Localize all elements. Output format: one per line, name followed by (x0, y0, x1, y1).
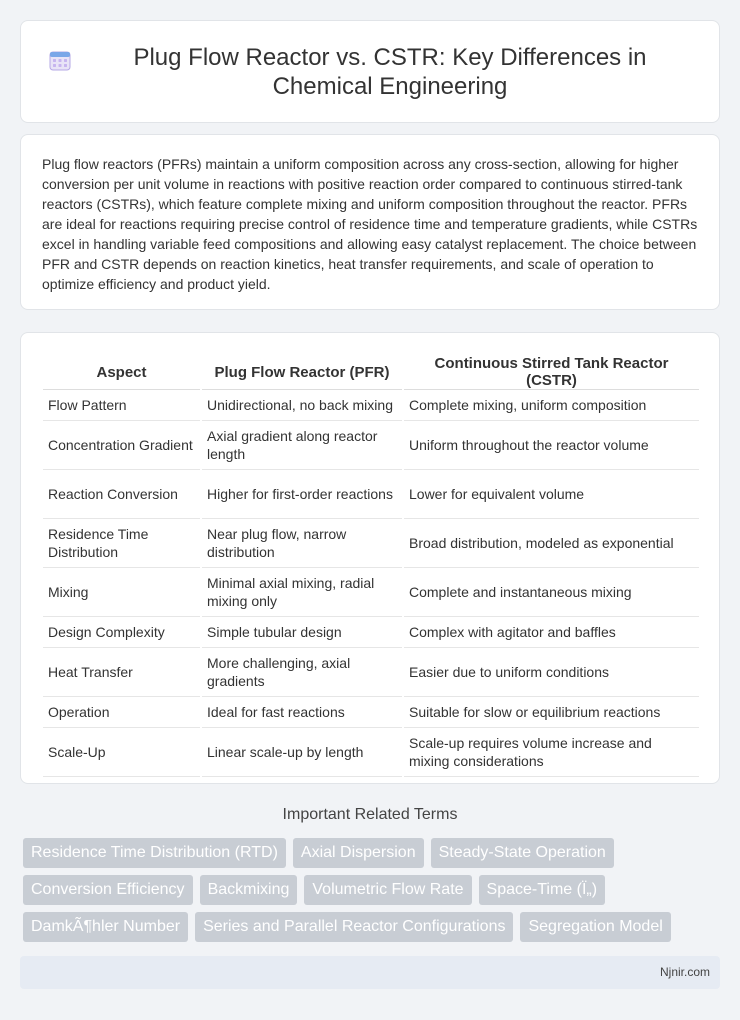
table-cell: Higher for first-order reactions (201, 470, 403, 519)
table-cell: Heat Transfer (43, 648, 201, 697)
table-cell: Scale-Up (43, 728, 201, 777)
term-tag[interactable]: Space-Time (Ï„) (479, 875, 606, 905)
table-row (43, 617, 699, 648)
table-cell: Scale-up requires volume increase and mixing considerations (403, 728, 699, 777)
table-cell: Operation (43, 697, 201, 728)
term-tag[interactable]: Backmixing (200, 875, 298, 905)
table-cell: Linear scale-up by length (201, 728, 403, 777)
term-tag[interactable]: Axial Dispersion (293, 838, 424, 868)
column-header-cstr: Continuous Stirred Tank Reactor (CSTR) (403, 355, 699, 390)
page-title: Plug Flow Reactor vs. CSTR: Key Differences in Chemical Engineering (133, 44, 647, 100)
table-cell: Uniform throughout the reactor volume (403, 421, 699, 470)
table-cell: Axial gradient along reactor length (201, 421, 403, 470)
table-cell: Concentration Gradient (43, 421, 201, 470)
table-cell: More challenging, axial gradients (201, 648, 403, 697)
table-cell: Unidirectional, no back mixing (201, 390, 403, 421)
table-cell: Complex with agitator and baffles (403, 617, 699, 648)
term-tag[interactable]: Series and Parallel Reactor Configurations (195, 912, 513, 942)
table-cell: Near plug flow, narrow distribution (201, 519, 403, 568)
table-row (43, 470, 699, 519)
table-cell: Residence Time Distribution (43, 519, 201, 568)
table-cell: Complete mixing, uniform composition (403, 390, 699, 421)
table-row (43, 519, 699, 568)
table-cell: Reaction Conversion (43, 470, 201, 519)
column-header-pfr: Plug Flow Reactor (PFR) (201, 355, 403, 390)
table-row (43, 648, 699, 697)
comparison-card (20, 332, 720, 784)
column-header-aspect: Aspect (43, 355, 201, 390)
term-tag[interactable]: Volumetric Flow Rate (304, 875, 471, 905)
header-card (20, 20, 720, 123)
table-header-row (43, 355, 699, 390)
table-row (43, 568, 699, 617)
table-cell: Suitable for slow or equilibrium reactions (403, 697, 699, 728)
table-cell: Ideal for fast reactions (201, 697, 403, 728)
related-terms-list (23, 838, 713, 949)
table-row (43, 697, 699, 728)
table-cell: Simple tubular design (201, 617, 403, 648)
table-cell: Minimal axial mixing, radial mixing only (201, 568, 403, 617)
term-tag[interactable]: Conversion Efficiency (23, 875, 193, 905)
term-tag[interactable]: Steady-State Operation (431, 838, 614, 868)
comparison-table (43, 355, 699, 777)
table-row (43, 728, 699, 777)
summary-paragraph: Plug flow reactors (PFRs) maintain a uniform composition across any cross-section, allowing for higher conversion per unit volume in reactions with positive reaction order compared to continuous stirred-tank reactors (CSTRs), which feature complete mixing and uniform composition throughout the reactor. PFRs are ideal for reactions requiring precise control of residence time and temperature gradients, while CSTRs excel in handling variable feed compositions and allowing easy catalyst replacement. The choice between PFR and CSTR depends on reaction kinetics, heat transfer requirements, and scale of operation to optimize efficiency and product yield. (42, 156, 698, 292)
table-cell: Broad distribution, modeled as exponential (403, 519, 699, 568)
summary-card (20, 134, 720, 310)
footer-site-name[interactable]: Njnir.com (659, 965, 710, 979)
table-cell: Lower for equivalent volume (403, 470, 699, 519)
table-cell: Complete and instantaneous mixing (403, 568, 699, 617)
table-row (43, 390, 699, 421)
table-cell: Flow Pattern (43, 390, 201, 421)
term-tag[interactable]: Residence Time Distribution (RTD) (23, 838, 286, 868)
related-terms-title: Important Related Terms (282, 806, 458, 823)
term-tag[interactable]: DamkÃ¶hler Number (23, 912, 188, 942)
table-row (43, 421, 699, 470)
footer (20, 956, 720, 989)
term-tag[interactable]: Segregation Model (520, 912, 670, 942)
table-cell: Easier due to uniform conditions (403, 648, 699, 697)
table-cell: Mixing (43, 568, 201, 617)
table-cell: Design Complexity (43, 617, 201, 648)
